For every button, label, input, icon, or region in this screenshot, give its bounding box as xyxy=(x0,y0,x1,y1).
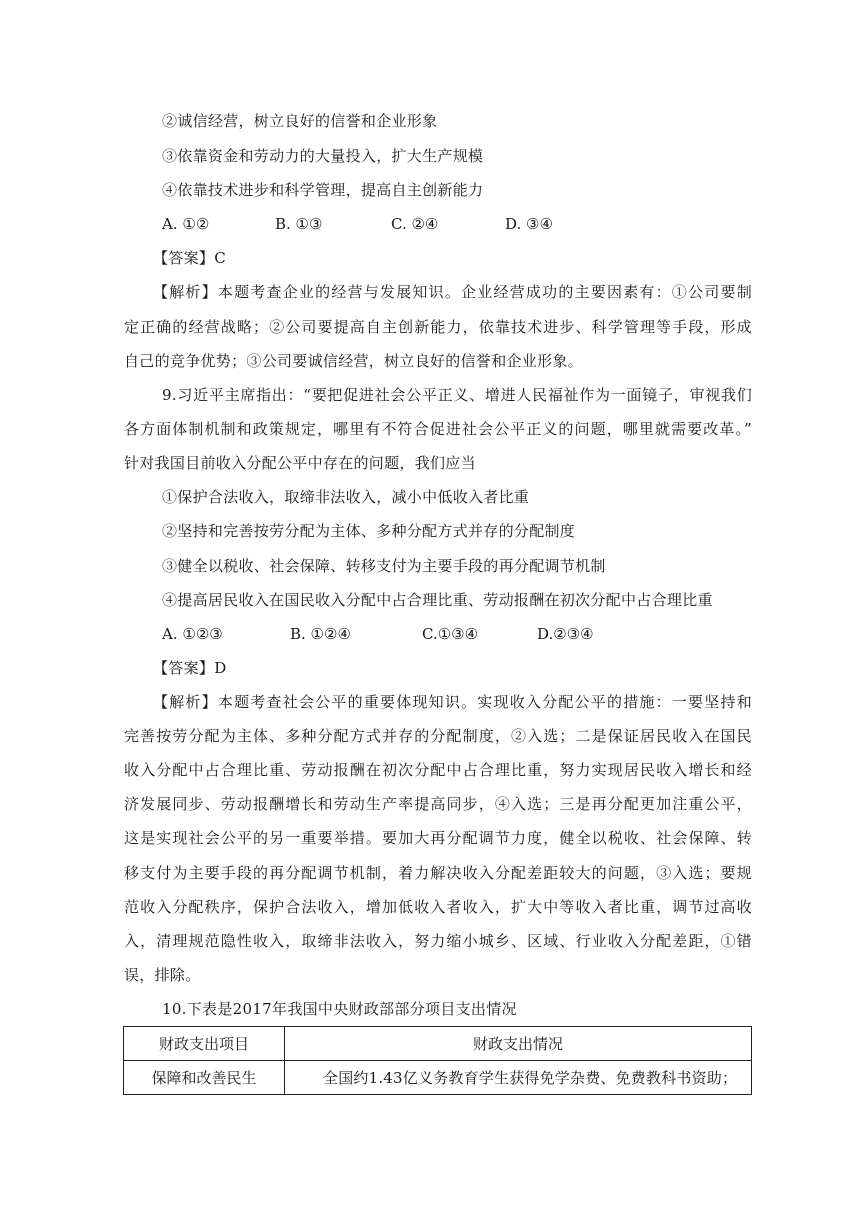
q10-stem: 10.下表是2017年我国中央财政部部分项目支出情况 xyxy=(162,1000,517,1018)
q9-choice-b: B. ①②④ xyxy=(290,625,351,643)
table-header-row xyxy=(124,1027,752,1061)
q9-analysis-line-2: 完善按劳分配为主体、多种分配方式并存的分配制度，②入选；二是保证居民收入在国民 xyxy=(124,727,752,745)
q8-analysis-line-2: 定正确的经营战略；②公司要提高自主创新能力，依靠技术进步、科学管理等手段，形成 xyxy=(124,318,752,336)
q9-option-3: ③健全以税收、社会保障、转移支付为主要手段的再分配调节机制 xyxy=(162,557,606,575)
q9-choice-d: D.②③④ xyxy=(537,625,594,643)
q9-stem-line-1: 9.习近平主席指出：“要把促进社会公平正义、增进人民福祉作为一面镜子，审视我们 xyxy=(162,386,752,404)
q9-analysis-line-6: 移支付为主要手段的再分配调节机制，着力解决收入分配差距较大的问题，③入选；要规 xyxy=(124,864,752,882)
table-cell-detail: 全国约1.43亿义务教育学生获得免学杂费、免费教科书资助； xyxy=(285,1061,752,1095)
q9-choice-a: A. ①②③ xyxy=(162,625,223,643)
q9-option-2: ②坚持和完善按劳分配为主体、多种分配方式并存的分配制度 xyxy=(162,522,576,540)
q9-option-4: ④提高居民收入在国民收入分配中占合理比重、劳动报酬在初次分配中占合理比重 xyxy=(162,591,713,609)
q9-option-1: ①保护合法收入，取缔非法收入，减小中低收入者比重 xyxy=(162,488,530,506)
q9-stem-line-2: 各方面体制机制和政策规定，哪里有不符合促进社会公平正义的问题，哪里就需要改革。” xyxy=(124,420,752,438)
q8-choice-a: A. ①② xyxy=(162,215,210,233)
q8-choice-d: D. ③④ xyxy=(505,215,553,233)
q8-answer: 【答案】C xyxy=(153,249,226,267)
expenditure-table xyxy=(123,1026,752,1095)
q9-analysis-line-9: 误，排除。 xyxy=(124,966,201,984)
q9-choice-c: C.①③④ xyxy=(422,625,479,643)
q9-analysis-line-8: 入，清理规范隐性收入，取缔非法收入，努力缩小城乡、区域、行业收入分配差距，①错 xyxy=(124,932,752,950)
table-header-detail: 财政支出情况 xyxy=(285,1027,752,1061)
q9-analysis-line-7: 范收入分配秩序，保护合法收入，增加低收入者收入，扩大中等收入者比重，调节过高收 xyxy=(124,898,752,916)
table-cell-item: 保障和改善民生 xyxy=(124,1061,285,1095)
q8-choice-c: C. ②④ xyxy=(391,215,439,233)
q8-option-4: ④依靠技术进步和科学管理，提高自主创新能力 xyxy=(162,181,484,199)
q8-option-3: ③依靠资金和劳动力的大量投入，扩大生产规模 xyxy=(162,147,484,165)
table-header-item: 财政支出项目 xyxy=(124,1027,285,1061)
q8-option-2: ②诚信经营，树立良好的信誉和企业形象 xyxy=(162,112,438,130)
q8-choice-b: B. ①③ xyxy=(275,215,323,233)
q9-analysis-line-3: 收入分配中占合理比重、劳动报酬在初次分配中占合理比重，努力实现居民收入增长和经 xyxy=(124,761,752,779)
q9-stem-line-3: 针对我国目前收入分配公平中存在的问题，我们应当 xyxy=(124,454,476,472)
q8-analysis-line-1: 【解析】本题考查企业的经营与发展知识。企业经营成功的主要因素有：①公司要制 xyxy=(153,283,752,301)
q9-analysis-line-1: 【解析】本题考查社会公平的重要体现知识。实现收入分配公平的措施：一要坚持和 xyxy=(153,693,752,711)
q8-analysis-line-3: 自己的竞争优势；③公司要诚信经营，树立良好的信誉和企业形象。 xyxy=(124,352,584,370)
table-row xyxy=(124,1061,752,1095)
q9-answer: 【答案】D xyxy=(153,659,227,677)
q9-analysis-line-4: 济发展同步、劳动报酬增长和劳动生产率提高同步，④入选；三是再分配更加注重公平， xyxy=(124,795,752,813)
q9-analysis-line-5: 这是实现社会公平的另一重要举措。要加大再分配调节力度，健全以税收、社会保障、转 xyxy=(124,829,752,847)
